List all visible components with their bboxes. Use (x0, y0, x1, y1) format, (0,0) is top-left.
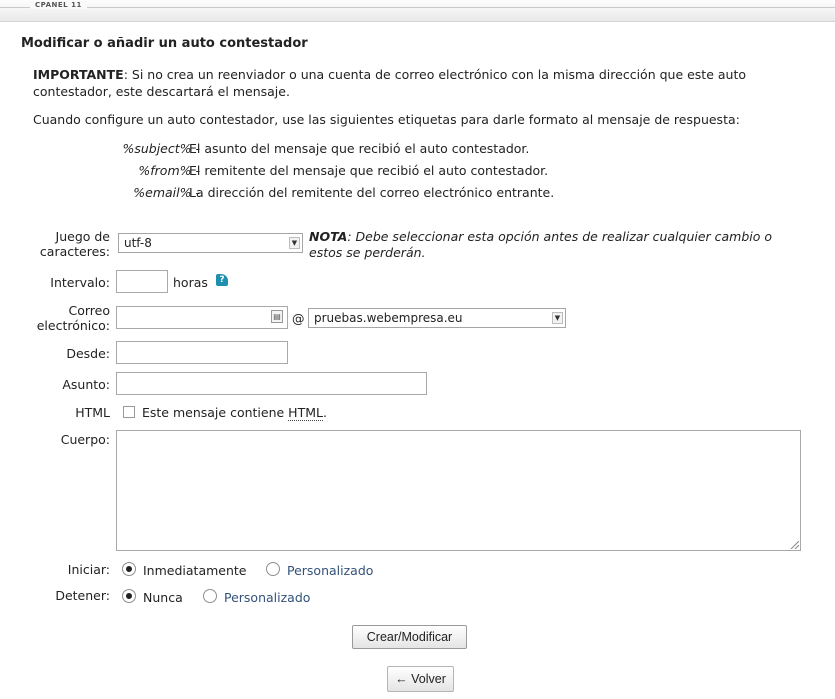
top-bar (0, 0, 835, 22)
html-abbr: HTML (288, 405, 323, 420)
start-label: Iniciar: (67, 562, 110, 577)
resize-handle-icon[interactable] (789, 539, 799, 549)
body-label: Cuerpo: (60, 432, 110, 447)
charset-note (309, 229, 809, 261)
html-checkbox-text-post: . (322, 405, 327, 420)
html-label: HTML (75, 405, 110, 420)
email-label-line1: Correo (68, 303, 110, 318)
tags-intro: Cuando configure un auto contestador, use las siguientes etiquetas para darle formato al mensaje de respuesta: (33, 112, 740, 127)
brand-label: CPANEL 11 (30, 1, 87, 9)
charset-value: utf-8 (124, 236, 152, 250)
from-input[interactable] (116, 341, 288, 364)
subject-input[interactable] (116, 372, 427, 395)
charset-label-line1: Juego de (55, 229, 110, 244)
tag-code: %email% - (133, 185, 200, 200)
stop-label: Detener: (55, 588, 110, 603)
email-label (37, 303, 110, 333)
tag-description: La dirección del remitente del correo electrónico entrante. (189, 185, 555, 200)
interval-label: Intervalo: (50, 275, 110, 290)
note-label: NOTA (309, 229, 348, 244)
help-bubble-icon[interactable]: ? (216, 274, 228, 286)
charset-select[interactable] (118, 233, 303, 253)
charset-label-line2: caracteres: (39, 244, 110, 259)
email-label-line2: electrónico: (36, 318, 110, 333)
note-text: : Debe seleccionar esta opción antes de realizar cualquier cambio o estos se perderán. (309, 229, 773, 260)
stop-never-radio[interactable] (122, 589, 136, 603)
start-custom-label[interactable]: Personalizado (287, 563, 374, 578)
important-label: IMPORTANTE (33, 67, 124, 82)
important-text: : Si no crea un reenviador o una cuenta de correo electrónico con la misma dirección que este auto contestador, este descartará el mensaje. (33, 67, 747, 99)
top-bar-rule (0, 7, 835, 8)
stop-custom-radio[interactable] (203, 589, 217, 603)
address-book-icon[interactable]: ▤ (271, 310, 283, 323)
domain-select[interactable] (308, 308, 566, 328)
subject-label: Asunto: (62, 377, 110, 392)
email-at-sign: @ (292, 311, 305, 326)
dropdown-arrow-icon: ▼ (552, 312, 563, 324)
tag-description: El asunto del mensaje que recibió el auto contestador. (189, 141, 530, 156)
charset-label (40, 229, 110, 259)
email-input[interactable] (116, 306, 288, 329)
start-immediately-label[interactable]: Inmediatamente (143, 563, 247, 578)
create-modify-button[interactable]: Crear/Modificar (352, 625, 467, 649)
html-checkbox-text-pre: Este mensaje contiene (142, 405, 289, 420)
body-textarea[interactable] (116, 430, 801, 551)
html-checkbox[interactable] (123, 406, 135, 418)
interval-unit: horas (173, 275, 208, 290)
tag-row-email (33, 185, 633, 203)
tag-code: %from% - (138, 163, 200, 178)
dropdown-arrow-icon: ▼ (289, 237, 300, 249)
page-title: Modificar o añadir un auto contestador (21, 36, 308, 51)
stop-custom-label[interactable]: Personalizado (224, 590, 311, 605)
start-immediately-radio[interactable] (122, 562, 136, 576)
from-label: Desde: (66, 346, 110, 361)
tag-row-subject (33, 141, 633, 159)
back-button[interactable]: ← Volver (387, 666, 454, 692)
tag-code: %subject% - (122, 141, 200, 156)
domain-value: pruebas.webempresa.eu (314, 311, 463, 325)
html-checkbox-text (142, 405, 327, 420)
important-notice (33, 66, 813, 100)
tag-description: El remitente del mensaje que recibió el auto contestador. (189, 163, 549, 178)
stop-never-label[interactable]: Nunca (143, 590, 183, 605)
start-custom-radio[interactable] (266, 562, 280, 576)
tag-row-from (33, 163, 633, 181)
interval-input[interactable] (116, 270, 168, 293)
